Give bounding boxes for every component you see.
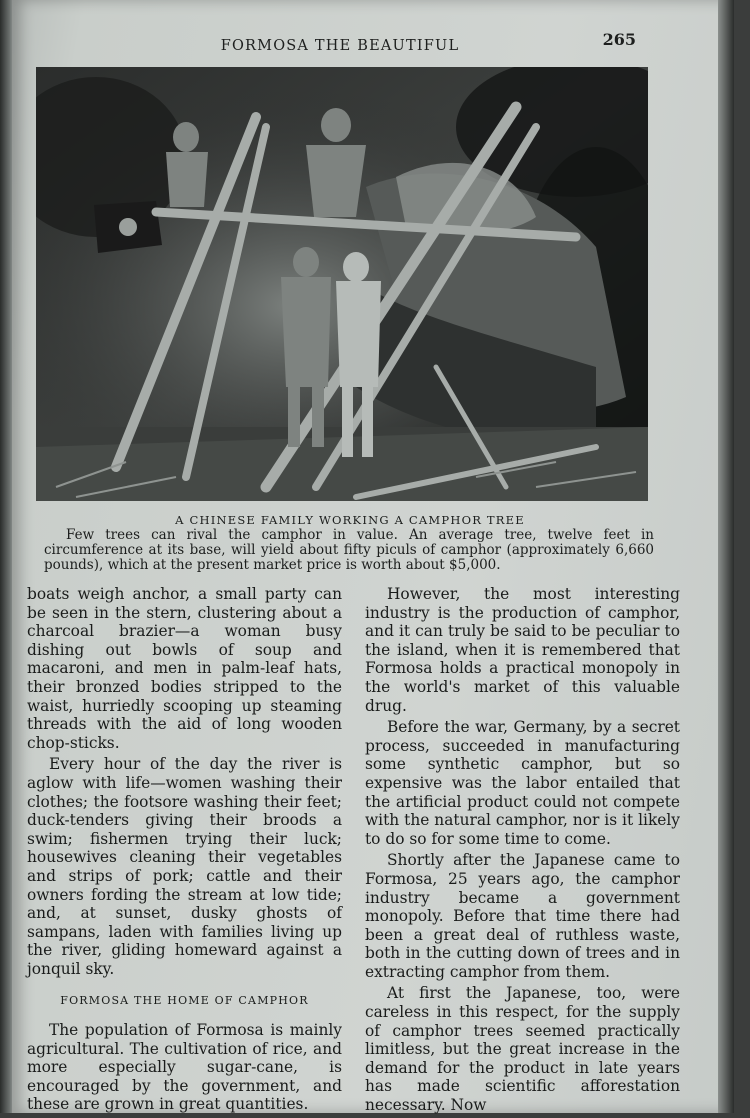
figure-caption-title: A CHINESE FAMILY WORKING A CAMPHOR TREE [175,513,525,527]
paragraph: However, the most interesting industry is the production of camphor, and it can truly be said to be peculiar to the island, when it is remembered that Formosa holds a practical monopoly in the world's market of this valuable drug. [365,585,680,715]
page-number: 265 [602,30,636,49]
paragraph: The population of Formosa is mainly agricultural. The cultivation of rice, and more especially sugar-cane, is encouraged by the government, and these are grown in great quantities. [27,1021,342,1114]
figure-caption-text: Few trees can rival the camphor in value. An average tree, twelve feet in circumference at its base, will yield about fifty piculs of camphor (approximately 6,660 pounds), which at the present market price is worth about $5,000. [44,527,654,573]
paragraph: boats weigh anchor, a small party can be seen in the stern, clustering about a charcoal brazier—a woman busy dishing out bowls of soup and macaroni, and men in palm-leaf hats, their bronzed bodies stripped to the waist, hurriedly scooping up steaming threads with the aid of long wooden chop-sticks. [27,585,342,752]
page-edge [718,0,734,1113]
running-head: FORMOSA THE BEAUTIFUL [220,38,460,54]
right-column [365,585,680,1118]
section-heading: FORMOSA THE HOME OF CAMPHOR [60,994,309,1008]
paragraph: Every hour of the day the river is aglow with life—women washing their clothes; the footsore washing their feet; duck-tenders giving their broods a swim; fishermen trying their luck; housewives cleaning their vegetables and strips of pork; cattle and their owners fording the stream at low tide; and, at sunset, dusky ghosts of sampans, laden with families living up the river, gliding homeward against a jonquil sky. [27,755,342,978]
figure-caption [44,528,654,573]
paragraph: At first the Japanese, too, were careless in this respect, for the supply of camphor trees seemed practically limitless, but the great increase in the demand for the product in late years has made scientific afforestation necessary. Now [365,984,680,1115]
left-column [27,585,342,1117]
paragraph: Before the war, Germany, by a secret process, succeeded in manufacturing some synthetic camphor, but so expensive was the labor entailed that the artificial product could not compete with the natural camphor, nor is it likely to do so for some time to come. [365,718,680,848]
photo-illustration [36,67,648,501]
camphor-tree-photograph [36,67,648,501]
paragraph: Shortly after the Japanese came to Formosa, 25 years ago, the camphor industry became a government monopoly. Before that time there had been a great deal of ruthless waste, both in the cutting down of trees and in extracting camphor from them. [365,851,680,981]
